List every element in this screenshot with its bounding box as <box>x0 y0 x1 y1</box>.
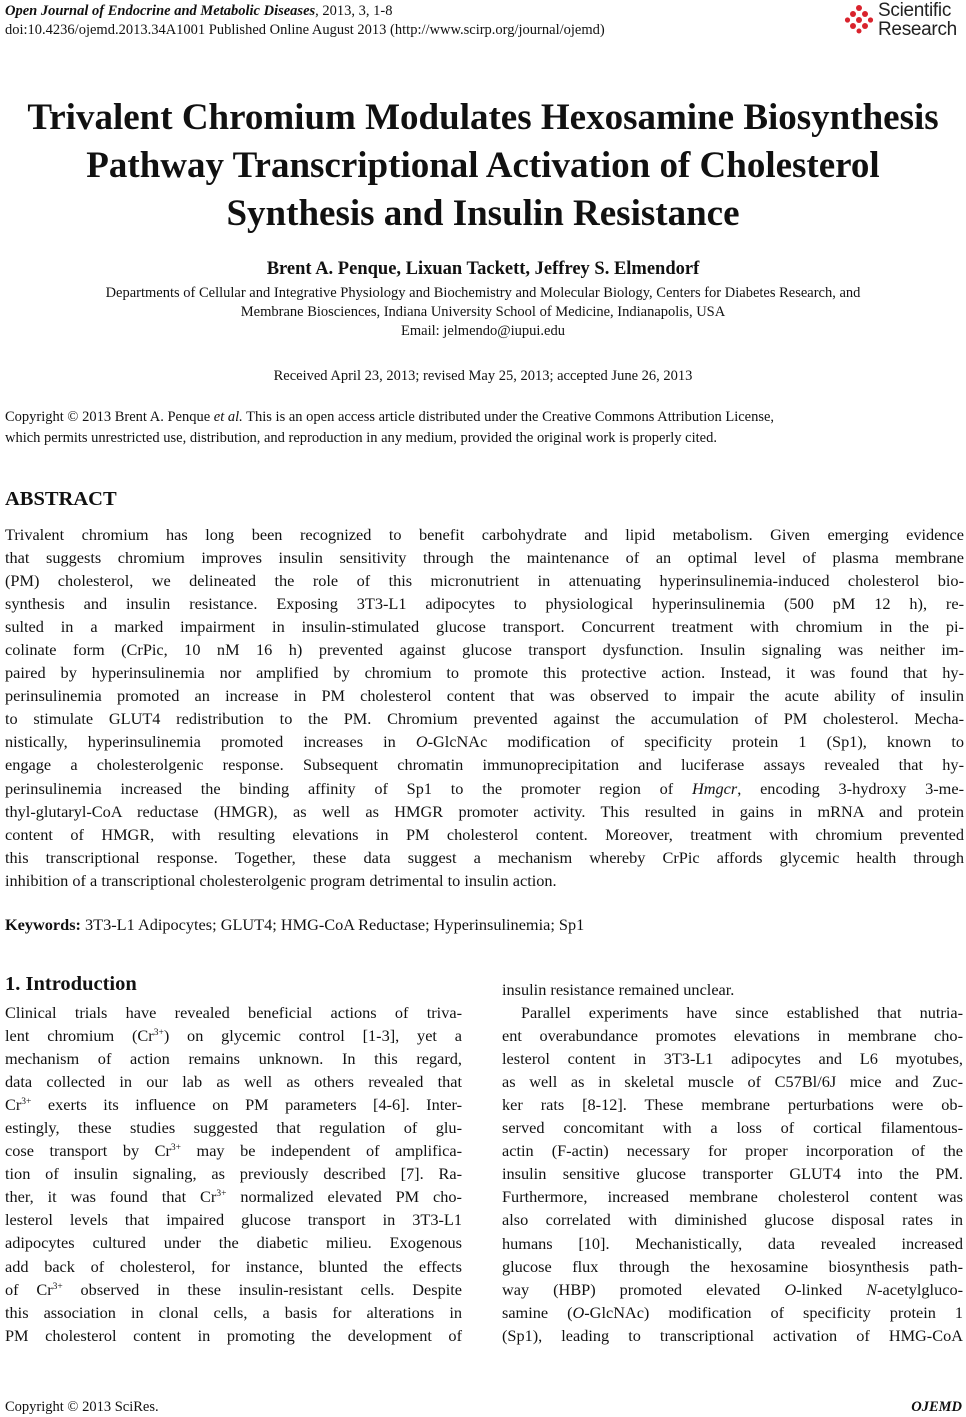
body-text: -GlcNAc) modification of specificity protein 1 <box>584 1302 963 1322</box>
journal-name: Open Journal of Endocrine and Metabolic Diseases <box>5 3 316 19</box>
body-line <box>5 1185 462 1208</box>
body-line <box>502 1278 963 1301</box>
abstract-line <box>5 730 964 753</box>
body-line: PM cholesterol content in promoting the development of <box>5 1325 462 1345</box>
body-line: lesterol content in 3T3-L1 adipocytes and L6 myotubes, <box>502 1049 963 1069</box>
email-line[interactable]: Email: jelmendo@iupui.edu <box>401 323 565 339</box>
abstract-line: inhibition of a transcriptional cholesterolgenic program detrimental to insulin action. <box>5 870 557 890</box>
body-text: exerts its influence on PM parameters [4-6]. Inter- <box>31 1095 462 1115</box>
superscript: 3+ <box>52 1281 63 1292</box>
body-line: actin (F-actin) necessary for proper incorporation of the <box>502 1141 963 1161</box>
footer-journal-abbrev: OJEMD <box>911 1399 962 1415</box>
body-text: ther, it was found that Cr <box>5 1187 217 1207</box>
abstract-line: engage a cholesterolgenic response. Subsequent chromatin immunoprecipitation and luciferase assays revealed that hy- <box>5 755 964 775</box>
abstract-text: nistically, hyperinsulinemia promoted increases in <box>5 732 416 752</box>
abstract-line: colinate form (CrPic, 10 nM 16 h) prevented against glucose transport dysfunction. Insulin signaling was neither im- <box>5 640 964 660</box>
abstract-italic: Hmgcr <box>692 778 738 798</box>
paper-title <box>0 94 966 238</box>
body-line <box>5 1093 462 1116</box>
body-line: (Sp1), leading to transcriptional activation of HMG-CoA <box>502 1325 963 1345</box>
body-line: humans [10]. Mechanistically, data revealed increased <box>502 1233 963 1253</box>
title-line: Synthesis and Insulin Resistance <box>226 193 740 234</box>
abstract-line: to stimulate GLUT4 redistribution to the PM. Chromium prevented against the accumulation of PM cholesterol. Mecha- <box>5 709 964 729</box>
journal-header <box>5 2 605 40</box>
superscript: 3+ <box>170 1143 182 1154</box>
body-line: insulin sensitive glucose transporter GLUT4 into the PM. <box>502 1164 963 1184</box>
abstract-italic: O <box>415 732 428 752</box>
body-text: lent chromium (Cr <box>5 1026 154 1046</box>
logo-line-2: Research <box>878 19 957 40</box>
abstract-line: content of HMGR, with resulting elevations in PM cholesterol content. Moreover, treatment with chromium prevented <box>5 824 964 844</box>
abstract-line: thyl-glutaryl-CoA reductase (HMGR), as well as HMGR promoter activity. This resulted in gains in mRNA and protein <box>5 801 964 821</box>
received-dates: Received April 23, 2013; revised May 25, 2013; accepted June 26, 2013 <box>273 368 693 384</box>
body-line: also correlated with diminished glucose disposal rates in <box>502 1210 963 1230</box>
copyright-pre: Copyright © 2013 Brent A. Penque <box>5 409 214 425</box>
body-line: adipocytes cultured under the diabetic milieu. Exogenous <box>5 1233 462 1253</box>
body-italic: O <box>572 1302 585 1322</box>
abstract-line: (PM) cholesterol, we delineated the role of this micronutrient in attenuating hyperinsulinemia-induced cholesterol bio- <box>5 571 964 591</box>
abstract-line: paired by hyperinsulinemia nor amplified by chromium to promote this protective action. Instead, it was found that hy- <box>5 663 964 683</box>
body-line: as well as in skeletal muscle of C57Bl/6J mice and Zuc- <box>502 1072 963 1092</box>
abstract-line: sulted in a marked impairment in insulin-stimulated glucose transport. Concurrent treatment with chromium in the pi- <box>5 617 964 637</box>
affiliations <box>0 284 966 341</box>
superscript: 3+ <box>216 1189 227 1200</box>
body-text: -linked <box>796 1279 867 1299</box>
body-line: ent overabundance promotes elevations in membrane cho- <box>502 1026 963 1046</box>
body-line: estingly, these studies suggested that regulation of glu- <box>5 1118 462 1138</box>
body-line: mechanism of action remains unknown. In this regard, <box>5 1049 462 1069</box>
abstract-body <box>5 523 964 892</box>
superscript: 3+ <box>21 1097 32 1108</box>
column-left <box>5 1001 462 1347</box>
title-line: Trivalent Chromium Modulates Hexosamine Biosynthesis <box>27 97 939 138</box>
body-line: lesterol levels that impaired glucose transport in 3T3-L1 <box>5 1210 462 1230</box>
body-line: add back of cholesterol, for instance, blunted the effects <box>5 1256 462 1276</box>
body-line <box>5 1024 462 1047</box>
keywords <box>5 914 584 936</box>
copyright-post: This is an open access article distributed under the Creative Commons Attribution License, <box>242 409 775 425</box>
superscript: 3+ <box>153 1028 164 1039</box>
abstract-text: -GlcNAc modification of specificity protein 1 (Sp1), known to <box>427 732 964 752</box>
logo-dots-icon <box>844 4 874 34</box>
abstract-line: Trivalent chromium has long been recognized to benefit carbohydrate and lipid metabolism. Given emerging evidence <box>5 525 964 544</box>
copyright-etal: et al. <box>213 409 243 425</box>
body-line: ker rats [8-12]. These membrane perturbations were ob- <box>502 1095 963 1115</box>
footer-copyright: Copyright © 2013 SciRes. <box>5 1399 159 1415</box>
abstract-line: this transcriptional response. Together, these data suggest a mechanism whereby CrPic affords glycemic health through <box>5 847 964 867</box>
author-list: Brent A. Penque, Lixuan Tackett, Jeffrey S. Elmendorf <box>266 259 700 279</box>
body-text: ) on glycemic control [1-3], yet a <box>163 1026 462 1046</box>
logo-line-1: Scientific <box>878 0 952 21</box>
body-line: served concomitant with a loss of cortical filamentous- <box>502 1118 963 1138</box>
abstract-line <box>5 777 964 800</box>
body-text: may be independent of amplifica- <box>181 1141 463 1161</box>
section-heading-introduction: 1. Introduction <box>5 973 137 995</box>
journal-volume: , 2013, 3, 1-8 <box>315 3 393 19</box>
body-line: Clinical trials have revealed beneficial actions of triva- <box>5 1003 462 1022</box>
abstract-heading: ABSTRACT <box>5 488 117 510</box>
scientific-research-logo[interactable] <box>844 0 966 46</box>
body-text: normalized elevated PM cho- <box>226 1187 462 1207</box>
body-text: samine ( <box>502 1302 573 1322</box>
body-line: this association in clonal cells, a basis for alterations in <box>5 1302 462 1322</box>
body-line <box>5 1278 462 1301</box>
abstract-line: synthesis and insulin resistance. Exposing 3T3-L1 adipocytes to physiological hyperinsulinemia (500 pM 12 h), re- <box>5 594 964 614</box>
body-italic: O <box>784 1279 797 1299</box>
body-line <box>502 1301 963 1324</box>
abstract-line: that suggests chromium improves insulin sensitivity through the maintenance of an optimal level of plasma membrane <box>5 548 964 568</box>
body-line: glucose flux through the hexosamine biosynthesis path- <box>502 1256 963 1276</box>
copyright-line-2: which permits unrestricted use, distribution, and reproduction in any medium, provided the original work is properly cited. <box>5 430 717 446</box>
abstract-text: perinsulinemia increased the binding affinity of Sp1 to the promoter region of <box>5 778 693 798</box>
logo-text <box>878 1 957 39</box>
doi-line: doi:10.4236/ojemd.2013.34A1001 Published Online August 2013 (http://www.scirp.org/journal/ojemd) <box>5 22 605 38</box>
body-text: way (HBP) promoted elevated <box>502 1279 785 1299</box>
affiliation-line: Departments of Cellular and Integrative Physiology and Biochemistry and Molecular Biology, Centers for Diabetes Research, and <box>105 285 861 301</box>
body-text: cose transport by Cr <box>5 1141 171 1161</box>
copyright-notice <box>5 407 963 449</box>
keywords-label: Keywords: <box>5 915 81 934</box>
column-right <box>502 978 963 1347</box>
body-line: insulin resistance remained unclear. <box>502 980 735 999</box>
body-text: of Cr <box>5 1279 53 1299</box>
body-line: Furthermore, increased membrane cholesterol content was <box>502 1187 963 1207</box>
keywords-text: 3T3-L1 Adipocytes; GLUT4; HMG-CoA Reductase; Hyperinsulinemia; Sp1 <box>80 915 585 934</box>
body-text: -acetylgluco- <box>877 1279 964 1299</box>
affiliation-line: Membrane Biosciences, Indiana University School of Medicine, Indianapolis, USA <box>240 304 726 320</box>
abstract-line: perinsulinemia promoted an increase in PM cholesterol content that was observed to impair the acute ability of insulin <box>5 686 964 706</box>
body-text: Cr <box>5 1095 22 1115</box>
title-line: Pathway Transcriptional Activation of Cholesterol <box>86 145 880 186</box>
body-line: Parallel experiments have since established that nutria- <box>521 1003 963 1023</box>
body-line: data collected in our lab as well as others revealed that <box>5 1072 462 1092</box>
abstract-text: , encoding 3-hydroxy 3-me- <box>737 778 964 798</box>
body-line: tion of insulin signaling, as previously described [7]. Ra- <box>5 1164 462 1184</box>
body-text: observed in these insulin-resistant cells. Despite <box>62 1279 462 1299</box>
body-italic: N <box>866 1279 878 1299</box>
body-line <box>5 1139 462 1162</box>
